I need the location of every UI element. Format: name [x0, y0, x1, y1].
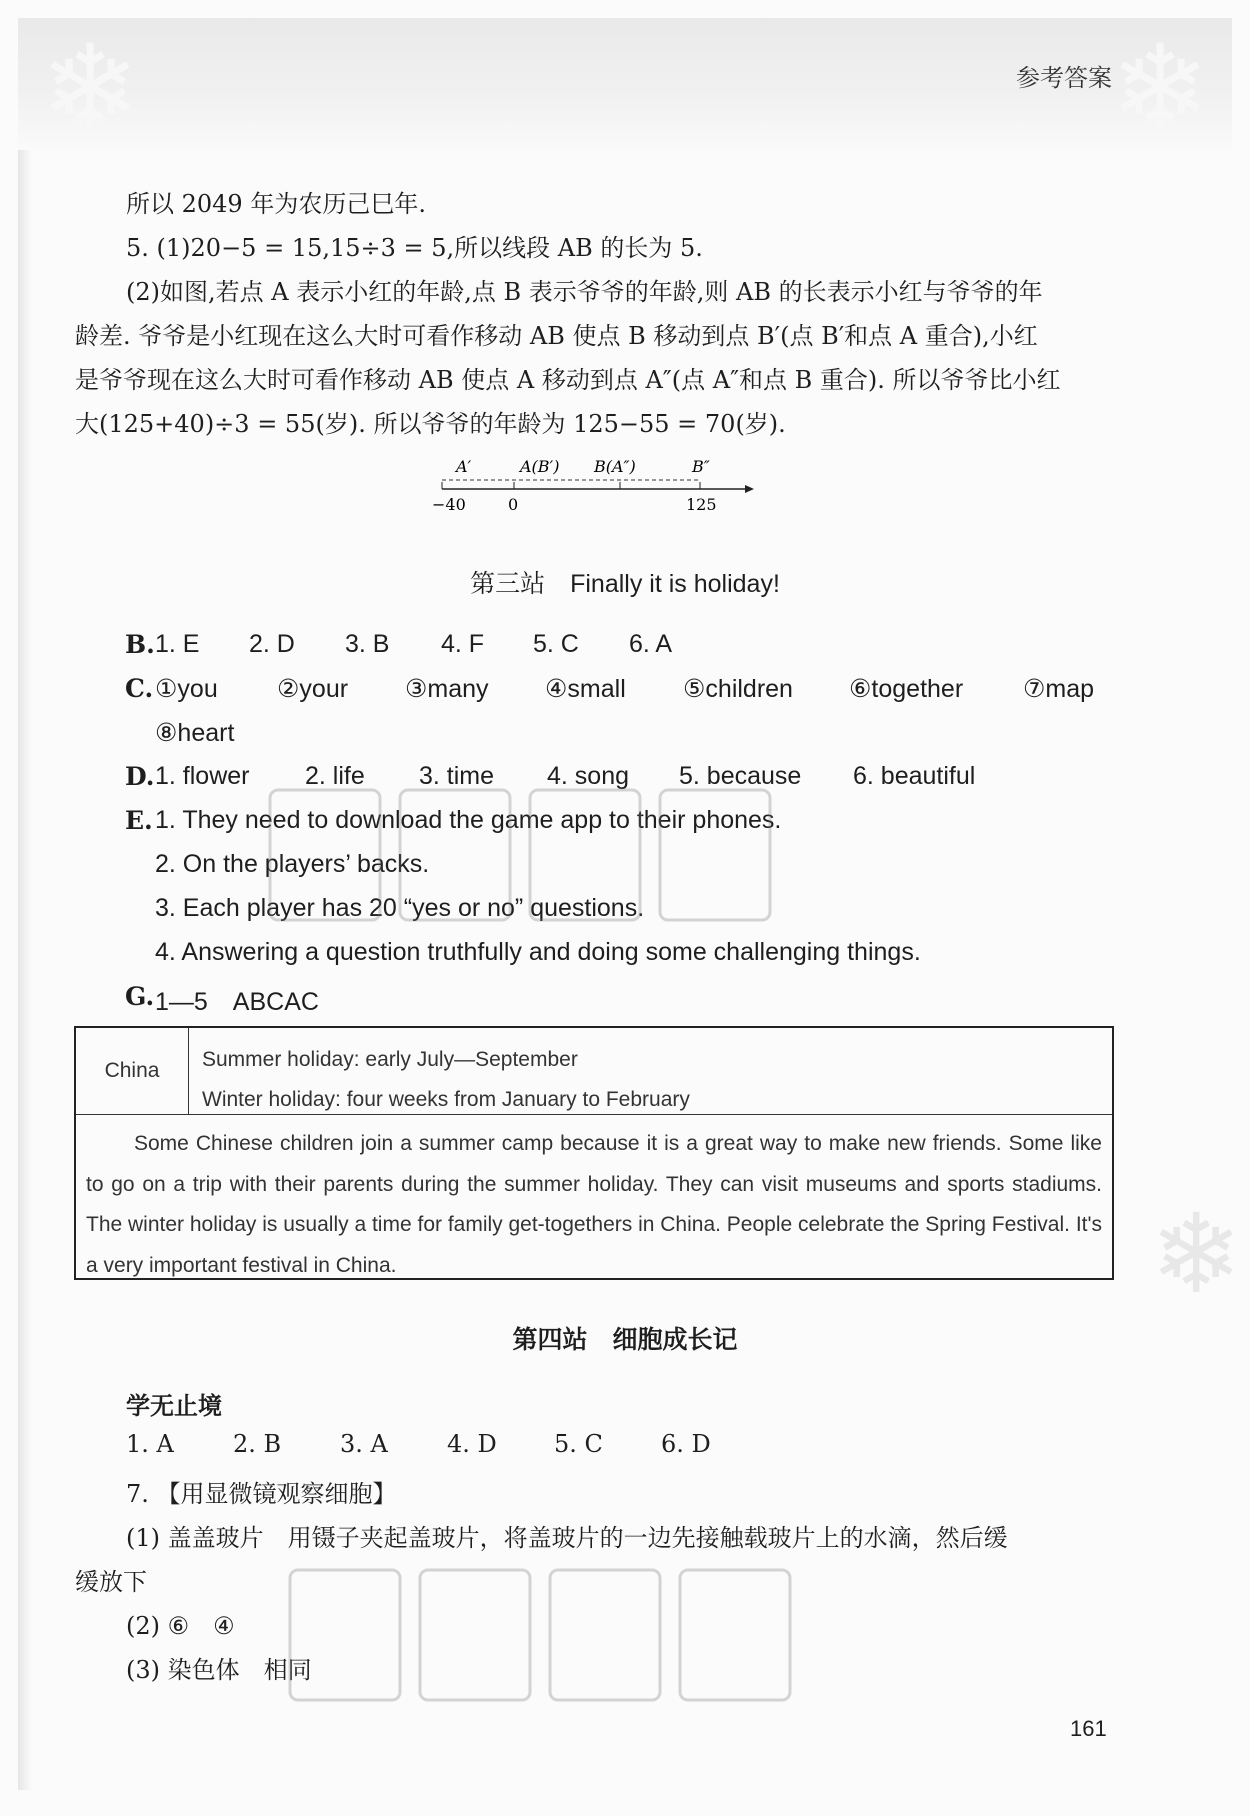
d-item: 5. because: [679, 762, 802, 790]
page-edge-shadow: [18, 150, 32, 1790]
q7-part2: (2) ⑥ ④: [126, 1612, 235, 1640]
e-item: 3. Each player has 20 “yes or no” questions.: [155, 894, 645, 922]
b-item: 4. F: [441, 630, 485, 658]
winter-holiday: Winter holiday: four weeks from January to February: [202, 1088, 690, 1111]
s4-answer: 3. A: [340, 1430, 388, 1458]
d-item: 6. beautiful: [853, 762, 976, 790]
s4-answer: 4. D: [447, 1430, 497, 1458]
watermark: [280, 1550, 820, 1730]
table-paragraph: [86, 1124, 1102, 1286]
nl-label-b-dprime: B″: [692, 457, 710, 476]
table-country-cell: China: [76, 1028, 189, 1114]
c-item: ⑥together: [849, 675, 964, 703]
letter-g: G.: [125, 982, 155, 1011]
math-line-1: 所以 2049 年为农历己巳年.: [126, 190, 426, 218]
paragraph-text: Some Chinese children join a summer camp because it is a great way to make new friends. Some like to go on a trip with their parents during the summer holiday. They can visit museums and sports stadiums. The winter holiday is usually a time for family get-togethers in China. People celebrate the Spring Festival. It's a very important festival in China.: [86, 1132, 1102, 1277]
q7-part1: (1) 盖盖玻片 用镊子夹起盖玻片，将盖玻片的一边先接触载玻片上的水滴，然后缓: [126, 1524, 1008, 1552]
math-line-3: (2)如图,若点 A 表示小红的年龄,点 B 表示爷爷的年龄,则 AB 的长表示小红与爷爷的年: [126, 278, 1043, 306]
q7-part3: (3) 染色体 相同: [126, 1656, 312, 1684]
summer-holiday: Summer holiday: early July—September: [202, 1048, 578, 1071]
b-item: 2. D: [249, 630, 295, 658]
snowflake-icon: ❄: [1110, 20, 1211, 159]
nl-tick-125: 125: [686, 495, 717, 514]
q7-part1-cont: 缓放下: [75, 1568, 147, 1596]
s4-answer: 6. D: [661, 1430, 711, 1458]
section4-subtitle: 学无止境: [126, 1392, 222, 1420]
b-item: 3. B: [345, 630, 390, 658]
s4-answer: 1. A: [126, 1430, 174, 1458]
math-line-6: 大(125+40)÷3 = 55(岁). 所以爷爷的年龄为 125−55 = 70(岁).: [75, 410, 786, 438]
table-holiday-cell: [202, 1040, 690, 1120]
nl-tick-neg40: −40: [432, 495, 466, 514]
s4-answer: 5. C: [554, 1430, 603, 1458]
page-number: 161: [1070, 1716, 1107, 1741]
e-item: 2. On the players’ backs.: [155, 850, 430, 878]
d-item: 4. song: [547, 762, 630, 790]
e-item: 4. Answering a question truthfully and doing some challenging things.: [155, 938, 921, 966]
e-item: 1. They need to download the game app to their phones.: [155, 806, 782, 834]
b-item: 5. C: [533, 630, 579, 658]
c-item: ③many: [405, 675, 489, 703]
nl-label-a-prime: A′: [456, 457, 472, 476]
number-line-figure: [430, 452, 760, 520]
snowflake-icon: ❄: [1150, 1190, 1243, 1318]
nl-tick-0: 0: [508, 495, 519, 514]
g-answer: 1—5 ABCAC: [155, 988, 319, 1016]
math-line-5: 是爷爷现在这么大时可看作移动 AB 使点 A 移动到点 A″(点 A″和点 B 重合). 所以爷爷比小红: [75, 366, 1061, 394]
q7-title: 7. 【用显微镜观察细胞】: [126, 1480, 397, 1508]
b-item: 1. E: [155, 630, 200, 658]
watermark: [260, 770, 800, 950]
letter-c: C.: [125, 674, 154, 703]
section3-title: 第三站 Finally it is holiday!: [470, 570, 780, 598]
letter-b: B.: [125, 630, 155, 659]
c-item: ④small: [545, 675, 626, 703]
math-line-2: 5. (1)20−5 = 15,15÷3 = 5,所以线段 AB 的长为 5.: [126, 234, 703, 262]
d-item: 3. time: [419, 762, 495, 790]
s4-answer: 2. B: [233, 1430, 282, 1458]
math-line-4: 龄差. 爷爷是小红现在这么大时可看作移动 AB 使点 B 移动到点 B′(点 B′和点 A 重合),小红: [75, 322, 1038, 350]
nl-label-a-bprime: A(B′): [520, 457, 560, 476]
c-item: ⑦map: [1023, 675, 1095, 703]
holiday-table: [74, 1026, 1114, 1280]
letter-e: E.: [125, 806, 153, 835]
c-item: ②your: [277, 675, 349, 703]
snowflake-icon: ❄: [40, 20, 141, 159]
c-item: ⑧heart: [155, 719, 235, 747]
nl-label-b-adprime: B(A″): [594, 457, 636, 476]
header-title: 参考答案: [1016, 64, 1112, 92]
section4-title: 第四站 细胞成长记: [512, 1325, 738, 1354]
c-item: ①you: [155, 675, 218, 703]
b-item: 6. A: [629, 630, 673, 658]
d-item: 2. life: [305, 762, 365, 790]
d-item: 1. flower: [155, 762, 250, 790]
c-item: ⑤children: [683, 675, 793, 703]
letter-d: D.: [125, 762, 155, 791]
